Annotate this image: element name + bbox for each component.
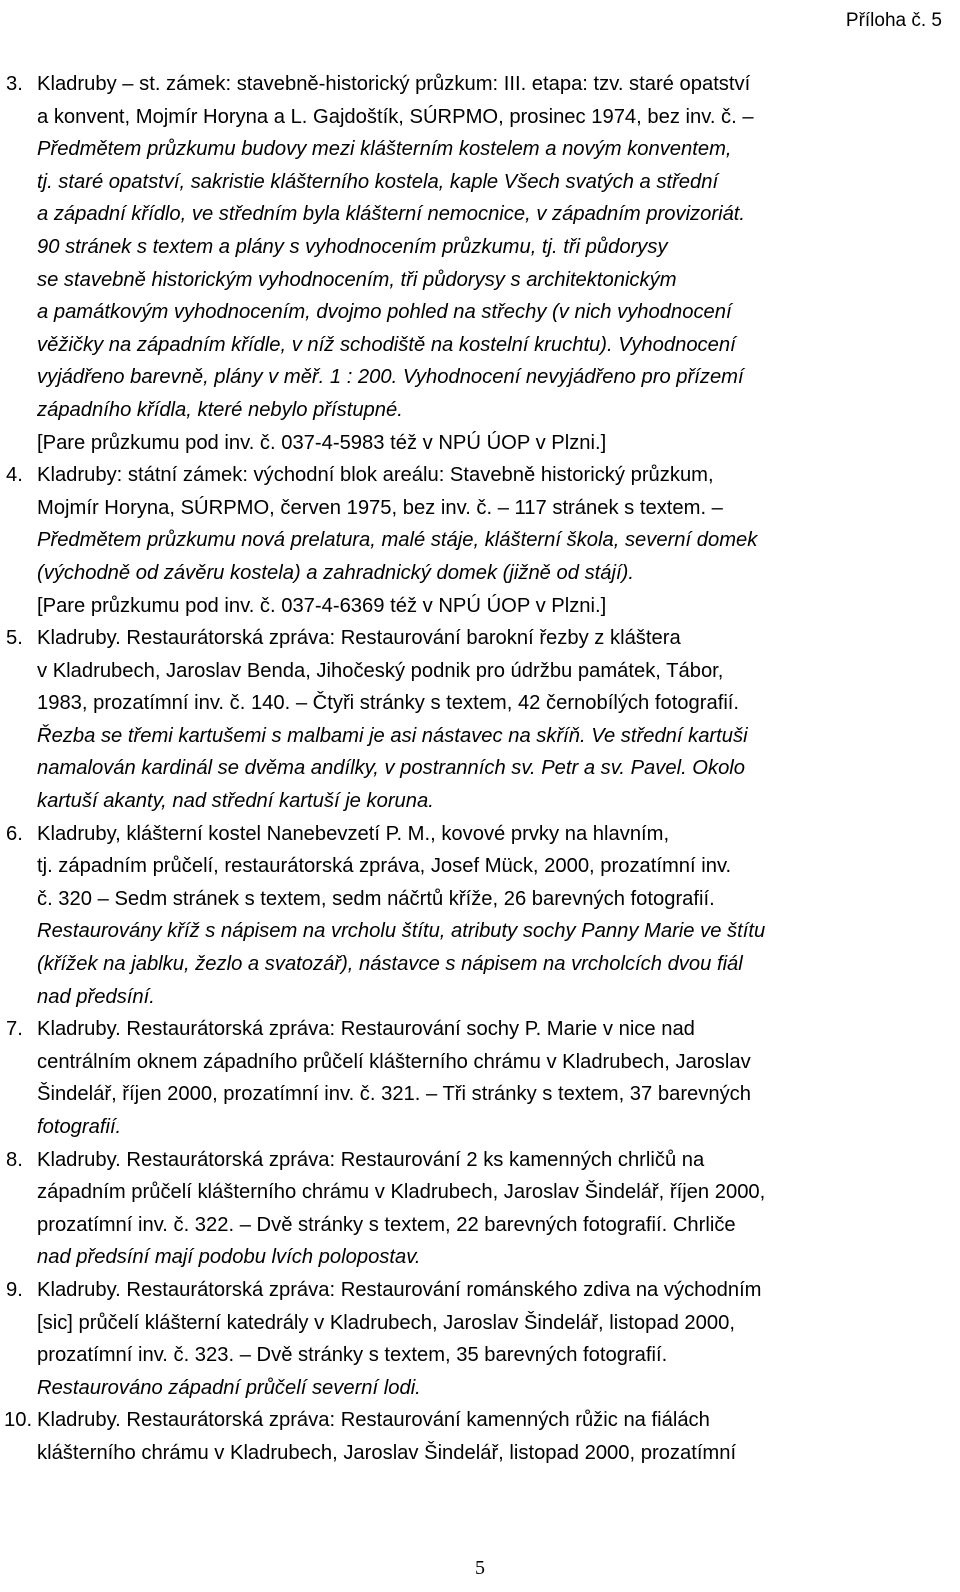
item-number: 8. [6,1148,23,1171]
item-number: 6. [6,822,23,845]
list-item [6,1144,942,1274]
line: západním průčelí klášterního chrámu v Kladrubech, Jaroslav Šindelář, říjen 2000, [37,1181,766,1204]
line: nad předsíní mají podobu lvích polopostav. [37,1246,421,1269]
line: v Kladrubech, Jaroslav Benda, Jihočeský podnik pro údržbu památek, Tábor, [37,659,724,682]
line: Řezba se třemi kartušemi s malbami je asi nástavec na skříň. Ve střední kartuši [37,724,748,747]
line: centrálním oknem západního průčelí klášterního chrámu v Kladrubech, Jaroslav [37,1050,751,1073]
line: Kladruby. Restaurátorská zpráva: Restaurování románského zdiva na východním [37,1278,762,1301]
line: a konvent, Mojmír Horyna a L. Gajdoštík, SÚRPMO, prosinec 1974, bez inv. č. – [37,105,754,128]
item-number: 10. [4,1409,33,1432]
line: Kladruby. Restaurátorská zpráva: Restaurování barokní řezby z kláštera [37,627,681,650]
line: tj. staré opatství, sakristie klášterního kostela, kaple Všech svatých a střední [37,170,719,193]
line: 1983, prozatímní inv. č. 140. – Čtyři stránky s textem, 42 černobílých fotografií. [37,692,740,715]
line: Kladruby, klášterní kostel Nanebevzetí P. M., kovové prvky na hlavním, [37,822,670,845]
line: klášterního chrámu v Kladrubech, Jaroslav Šindelář, listopad 2000, prozatímní [37,1441,737,1464]
item-number: 5. [6,627,23,650]
line: západního křídla, které nebylo přístupné. [37,398,403,421]
line: Kladruby. Restaurátorská zpráva: Restaurování kamenných růžic na fiálách [37,1409,710,1432]
line: Restaurováno západní průčelí severní lodi. [37,1376,421,1399]
line: (východně od závěru kostela) a zahradnický domek (jižně od stájí). [37,561,634,584]
archive-note: [Pare průzkumu pod inv. č. 037-4-5983 též v NPÚ ÚOP v Plzni.] [37,431,607,454]
line: Mojmír Horyna, SÚRPMO, červen 1975, bez inv. č. – 117 stránek s textem. – [37,496,723,519]
line: (křížek na jablku, žezlo a svatozář), nástavce s nápisem na vrcholcích dvou fiál [37,953,743,976]
list-item [6,622,942,818]
list-item [6,1404,942,1469]
item-number: 3. [6,73,23,95]
line: prozatímní inv. č. 323. – Dvě stránky s textem, 35 barevných fotografií. [37,1344,668,1367]
list-item [6,818,942,1014]
list-item [6,1274,942,1404]
page-number: 5 [475,1557,485,1579]
line: č. 320 – Sedm stránek s textem, sedm náčrtů kříže, 26 barevných fotografií. [37,887,715,910]
line: Kladruby. Restaurátorská zpráva: Restaurování 2 ks kamenných chrličů na [37,1148,705,1171]
line: kartuší akanty, nad střední kartuší je koruna. [37,790,434,813]
line: prozatímní inv. č. 322. – Dvě stránky s textem, 22 barevných fotografií. Chrliče [37,1213,736,1236]
line: Kladruby. Restaurátorská zpráva: Restaurování sochy P. Marie v nice nad [37,1018,695,1041]
line: Předmětem průzkumu nová prelatura, malé stáje, klášterní škola, severní domek [37,529,758,552]
item-number: 9. [6,1278,23,1301]
line: [sic] průčelí klášterní katedrály v Kladrubech, Jaroslav Šindelář, listopad 2000, [37,1311,735,1334]
item-number: 7. [6,1018,23,1041]
archive-note: [Pare průzkumu pod inv. č. 037-4-6369 též v NPÚ ÚOP v Plzni.] [37,594,607,617]
line: a západní křídlo, ve středním byla klášterní nemocnice, v západním provizoriát. [37,203,746,226]
line: Restaurovány kříž s nápisem na vrcholu štítu, atributy sochy Panny Marie ve štítu [37,920,766,943]
line: namalován kardinál se dvěma andílky, v postranních sv. Petr a sv. Pavel. Okolo [37,757,746,780]
item-number: 4. [6,464,23,487]
line: Kladruby – st. zámek: stavebně-historický průzkum: III. etapa: tzv. staré opatství [37,73,751,95]
line: Šindelář, říjen 2000, prozatímní inv. č. 321. – Tři stránky s textem, 37 barevných [37,1083,752,1106]
list-item [6,1013,942,1143]
line: a památkovým vyhodnocením, dvojmo pohled na střechy (v nich vyhodnocení [37,301,732,324]
annex-label: Příloha č. 5 [845,10,942,31]
line: nad předsíní. [37,985,155,1008]
report-list [6,68,942,1470]
line: tj. západním průčelí, restaurátorská zpráva, Josef Mück, 2000, prozatímní inv. [37,855,732,878]
line: fotografií. [37,1116,122,1138]
line: vyjádřeno barevně, plány v měř. 1 : 200. Vyhodnocení nevyjádřeno pro přízemí [37,366,744,389]
line: Předmětem průzkumu budovy mezi klášterním kostelem a novým konventem, [37,138,732,161]
line: 90 stránek s textem a plány s vyhodnocením průzkumu, tj. tři půdorysy [37,235,668,258]
line: věžičky na západním křídle, v níž schodiště na kostelní kruchtu). Vyhodnocení [37,333,736,356]
list-item [6,68,942,459]
list-item [6,459,942,622]
line: Kladruby: státní zámek: východní blok areálu: Stavebně historický průzkum, [37,464,714,487]
line: se stavebně historickým vyhodnocením, tři půdorysy s architektonickým [37,268,677,291]
